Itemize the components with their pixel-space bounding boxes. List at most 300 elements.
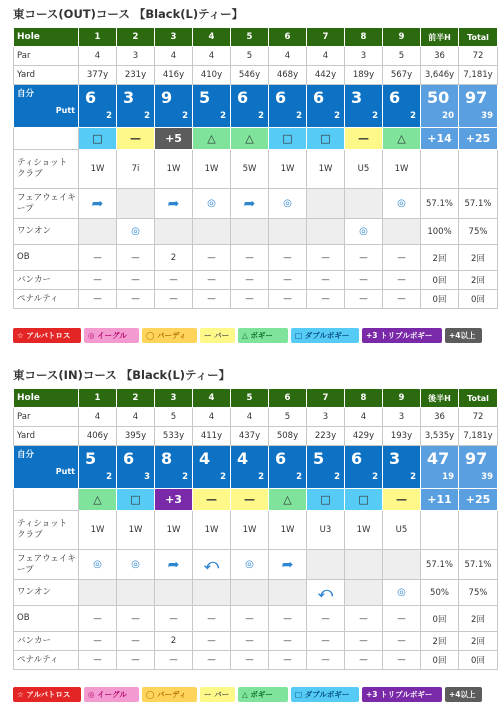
yard-row-cell: 377y: [79, 66, 117, 85]
hole-number: 1: [79, 389, 117, 408]
penalty-row-cell: —: [117, 651, 155, 670]
in-scorecard: [13, 388, 498, 670]
stroke-count: 6: [85, 88, 97, 107]
result-badge: +3: [155, 489, 193, 511]
target-icon: ◎: [207, 198, 216, 209]
tee-club-row: [14, 150, 498, 189]
curve-right-arrow-icon: ➦: [91, 195, 104, 212]
ob-row-cell: —: [307, 245, 345, 271]
putt-count: 2: [296, 472, 302, 482]
bunker-row-cell: —: [155, 271, 193, 290]
stroke-count: 8: [161, 449, 173, 468]
putt-count: 2: [372, 472, 378, 482]
ob-row-cell: 2: [155, 245, 193, 271]
stroke-count: 6: [275, 88, 287, 107]
self-text: 自分: [17, 450, 35, 460]
bunker-row-half: 0回: [421, 271, 459, 290]
penalty-row: [14, 651, 498, 670]
par-row-cell: 3: [383, 408, 421, 427]
ob-row-cell: —: [231, 245, 269, 271]
fairway-row-cell: [155, 189, 193, 219]
bunker-row-cell: 2: [155, 632, 193, 651]
yard-row-cell: 411y: [193, 427, 231, 446]
tee-club-row-cell: 1W: [79, 150, 117, 189]
tee-club-row-cell: U5: [383, 511, 421, 550]
putt-count: 2: [258, 472, 264, 482]
legend-par: ー バー: [200, 687, 235, 702]
putt-count: 39: [481, 111, 493, 121]
oneon-row-cell: [193, 219, 231, 245]
ob-row-cell: —: [117, 245, 155, 271]
tee-club-row-cell: 1W: [269, 511, 307, 550]
hole-number: 3: [155, 389, 193, 408]
score-cell: [345, 85, 383, 128]
putt-count: 20: [442, 111, 454, 121]
tee-club-row-label: ティショット クラブ: [14, 150, 79, 189]
penalty-row-cell: —: [155, 290, 193, 309]
target-icon: ◎: [397, 198, 406, 209]
stroke-count: 6: [389, 88, 401, 107]
bunker-row-cell: —: [383, 271, 421, 290]
fairway-row-cell: [193, 550, 231, 580]
yard-row-cell: 193y: [383, 427, 421, 446]
yard-row-cell: 508y: [269, 427, 307, 446]
par-row-cell: 3: [345, 47, 383, 66]
par-row-cell: 3: [307, 408, 345, 427]
tee-club-row-half: [421, 511, 459, 550]
score-cell: [383, 446, 421, 489]
oneon-row-cell: [231, 580, 269, 606]
hole-number: 5: [231, 28, 269, 47]
score-cell: [117, 446, 155, 489]
penalty-row-total: 0回: [459, 651, 498, 670]
result-badge: +5: [155, 128, 193, 150]
yard-row-cell: 533y: [155, 427, 193, 446]
result-label: [14, 128, 79, 150]
hole-number: 3: [155, 28, 193, 47]
oneon-row-label: ワンオン: [14, 219, 79, 245]
penalty-row-cell: —: [307, 651, 345, 670]
result-badge: □: [79, 128, 117, 150]
yard-row: [14, 427, 498, 446]
tee-club-row-cell: U3: [307, 511, 345, 550]
in-course-section: [13, 367, 497, 670]
legend-triple-bogey: +3 トリプルボギー: [362, 328, 442, 343]
oneon-row-half: 50%: [421, 580, 459, 606]
legend-albatross: ☆ アルバトロス: [13, 328, 81, 343]
stroke-count: 97: [465, 449, 488, 468]
bunker-row-cell: —: [307, 271, 345, 290]
oneon-row: [14, 580, 498, 606]
yard-row-total: 7,181y: [459, 427, 498, 446]
par-row-cell: 5: [155, 408, 193, 427]
half-header: 前半H: [421, 28, 459, 47]
hole-number: 1: [79, 28, 117, 47]
target-icon: ◎: [131, 559, 140, 570]
result-badge: □: [307, 489, 345, 511]
tee-club-row-cell: 1W: [79, 511, 117, 550]
penalty-row-label: ペナルティ: [14, 651, 79, 670]
out-course-section: [13, 6, 497, 309]
oneon-row: [14, 219, 498, 245]
putt-count: 2: [410, 472, 416, 482]
result-badge: —: [193, 489, 231, 511]
ob-row-cell: —: [269, 606, 307, 632]
curve-right-arrow-icon: ➦: [167, 195, 180, 212]
score-cell: [383, 85, 421, 128]
ob-row: [14, 606, 498, 632]
oneon-row-cell: [269, 219, 307, 245]
oneon-row-cell: [269, 580, 307, 606]
par-row-total: 72: [459, 47, 498, 66]
tee-club-row-cell: 1W: [193, 150, 231, 189]
result-badge: —: [117, 128, 155, 150]
oneon-row-cell: [345, 219, 383, 245]
ob-row-cell: —: [345, 606, 383, 632]
legend-plus-four: +4以上: [445, 328, 482, 343]
score-cell: [231, 446, 269, 489]
tee-club-row-total: [459, 511, 498, 550]
result-badge: △: [193, 128, 231, 150]
yard-row-cell: 395y: [117, 427, 155, 446]
score-cell: [307, 446, 345, 489]
self-text: 自分: [17, 89, 35, 99]
ob-row-total: 2回: [459, 606, 498, 632]
tee-club-row-cell: 5W: [231, 150, 269, 189]
fairway-row-label: フェアウェイキープ: [14, 189, 79, 219]
result-badge: —: [383, 489, 421, 511]
legend-birdie: ◯ バーディ: [142, 687, 197, 702]
putt-text: Putt: [55, 106, 75, 115]
ob-row-cell: —: [117, 606, 155, 632]
score-cell: [79, 85, 117, 128]
ob-row-half: 0回: [421, 606, 459, 632]
target-icon: ◎: [93, 559, 102, 570]
result-half: +14: [421, 128, 459, 150]
result-total: +25: [459, 489, 498, 511]
putt-count: 2: [334, 472, 340, 482]
par-row: [14, 408, 498, 427]
result-row: [14, 128, 498, 150]
stroke-count: 4: [199, 449, 211, 468]
ob-row-cell: —: [155, 606, 193, 632]
result-badge: □: [345, 489, 383, 511]
stroke-count: 3: [351, 88, 363, 107]
tee-club-row-cell: U5: [345, 150, 383, 189]
ob-row-cell: —: [345, 245, 383, 271]
penalty-row-cell: —: [117, 290, 155, 309]
bunker-row-half: 2回: [421, 632, 459, 651]
ob-row-cell: —: [79, 245, 117, 271]
curve-left-arrow-icon: ⤺: [318, 584, 333, 601]
fairway-row: [14, 189, 498, 219]
fairway-row-cell: [383, 189, 421, 219]
tee-club-row-cell: 1W: [231, 511, 269, 550]
yard-row-total: 7,181y: [459, 66, 498, 85]
par-row-total: 72: [459, 408, 498, 427]
oneon-row-cell: [231, 219, 269, 245]
ob-row-half: 2回: [421, 245, 459, 271]
legend-eagle: ◎ イーグル: [84, 687, 139, 702]
oneon-row-cell: [307, 580, 345, 606]
bunker-row-total: 2回: [459, 271, 498, 290]
bunker-row-label: バンカー: [14, 632, 79, 651]
bunker-row-cell: —: [307, 632, 345, 651]
stroke-count: 5: [85, 449, 97, 468]
score-cell: [79, 446, 117, 489]
score-half: [421, 85, 459, 128]
curve-right-arrow-icon: ➦: [281, 556, 294, 573]
score-half: [421, 446, 459, 489]
fairway-row-cell: [117, 189, 155, 219]
tee-club-row-cell: 1W: [307, 150, 345, 189]
fairway-row: [14, 550, 498, 580]
hole-number: 2: [117, 28, 155, 47]
fairway-row-cell: [79, 189, 117, 219]
stroke-count: 5: [199, 88, 211, 107]
ob-row-label: OB: [14, 606, 79, 632]
tee-club-row-total: [459, 150, 498, 189]
yard-row-cell: 546y: [231, 66, 269, 85]
putt-count: 2: [296, 111, 302, 121]
out-scorecard: [13, 27, 498, 309]
in-course-title: 東コース(IN)コース 【Black(L)ティー】: [13, 368, 231, 382]
oneon-row-cell: [307, 219, 345, 245]
score-row: [14, 446, 498, 489]
par-row-cell: 4: [269, 47, 307, 66]
oneon-row-cell: [155, 580, 193, 606]
header-row: [14, 28, 498, 47]
result-row: [14, 489, 498, 511]
stroke-count: 6: [275, 449, 287, 468]
stroke-count: 6: [313, 88, 325, 107]
fairway-row-total: 57.1%: [459, 189, 498, 219]
hole-number: 4: [193, 28, 231, 47]
ob-row-total: 2回: [459, 245, 498, 271]
result-badge: △: [383, 128, 421, 150]
putt-count: 2: [106, 472, 112, 482]
penalty-row-cell: —: [79, 651, 117, 670]
penalty-row-cell: —: [345, 651, 383, 670]
fairway-row-cell: [155, 550, 193, 580]
bunker-row-label: バンカー: [14, 271, 79, 290]
par-row-cell: 4: [307, 47, 345, 66]
score-total: [459, 446, 498, 489]
result-badge: △: [269, 489, 307, 511]
putt-text: Putt: [55, 467, 75, 476]
fairway-row-cell: [269, 550, 307, 580]
fairway-row-label: フェアウェイキープ: [14, 550, 79, 580]
hole-number: 7: [307, 389, 345, 408]
yard-row-cell: 416y: [155, 66, 193, 85]
fairway-row-half: 57.1%: [421, 550, 459, 580]
putt-count: 2: [258, 111, 264, 121]
stroke-count: 5: [313, 449, 325, 468]
putt-count: 2: [410, 111, 416, 121]
fairway-row-cell: [231, 189, 269, 219]
score-cell: [269, 446, 307, 489]
oneon-row-half: 100%: [421, 219, 459, 245]
fairway-row-cell: [345, 550, 383, 580]
penalty-row-cell: —: [79, 290, 117, 309]
fairway-row-half: 57.1%: [421, 189, 459, 219]
oneon-row-cell: [383, 219, 421, 245]
hole-number: 8: [345, 28, 383, 47]
ob-row-cell: —: [193, 245, 231, 271]
tee-club-row-cell: 1W: [155, 511, 193, 550]
par-row-cell: 4: [79, 47, 117, 66]
target-icon: ◎: [245, 559, 254, 570]
par-row-cell: 4: [193, 47, 231, 66]
result-badge: △: [79, 489, 117, 511]
bunker-row-cell: —: [193, 271, 231, 290]
penalty-row-cell: —: [231, 290, 269, 309]
yard-row-cell: 437y: [231, 427, 269, 446]
penalty-row-cell: —: [307, 290, 345, 309]
bunker-row-cell: —: [269, 632, 307, 651]
bunker-row-cell: —: [231, 632, 269, 651]
legend-albatross: ☆ アルバトロス: [13, 687, 81, 702]
result-total: +25: [459, 128, 498, 150]
par-row-cell: 5: [231, 47, 269, 66]
oneon-row-cell: [117, 580, 155, 606]
tee-club-row-cell: 1W: [345, 511, 383, 550]
legend-birdie: ◯ バーディ: [142, 328, 197, 343]
ob-row: [14, 245, 498, 271]
legend-double-bogey: □ ダブルボギー: [291, 687, 359, 702]
ob-row-cell: —: [383, 606, 421, 632]
ob-row-cell: —: [307, 606, 345, 632]
bunker-row-cell: —: [231, 271, 269, 290]
penalty-row-cell: —: [345, 290, 383, 309]
tee-club-row-cell: 1W: [193, 511, 231, 550]
yard-row-cell: 231y: [117, 66, 155, 85]
score-row: [14, 85, 498, 128]
bunker-row-cell: —: [193, 632, 231, 651]
tee-club-row-cell: 1W: [269, 150, 307, 189]
curve-left-arrow-icon: ⤺: [204, 556, 219, 573]
tee-club-row: [14, 511, 498, 550]
bunker-row-cell: —: [117, 632, 155, 651]
result-label: [14, 489, 79, 511]
fairway-row-cell: [231, 550, 269, 580]
stroke-count: 6: [351, 449, 363, 468]
score-cell: [193, 446, 231, 489]
target-icon: ◎: [359, 226, 368, 237]
out-legend: [13, 328, 482, 343]
yard-row-cell: 442y: [307, 66, 345, 85]
stroke-count: 4: [237, 449, 249, 468]
putt-count: 2: [144, 111, 150, 121]
penalty-row: [14, 290, 498, 309]
tee-club-row-cell: 1W: [117, 511, 155, 550]
yard-row-label: Yard: [14, 66, 79, 85]
yard-row-label: Yard: [14, 427, 79, 446]
oneon-row-cell: [79, 219, 117, 245]
fairway-row-total: 57.1%: [459, 550, 498, 580]
par-row-cell: 4: [193, 408, 231, 427]
oneon-row-total: 75%: [459, 580, 498, 606]
score-cell: [307, 85, 345, 128]
target-icon: ◎: [283, 198, 292, 209]
yard-row-half: 3,535y: [421, 427, 459, 446]
hole-number: 6: [269, 28, 307, 47]
par-row-label: Par: [14, 408, 79, 427]
bunker-row-cell: —: [345, 632, 383, 651]
score-cell: [231, 85, 269, 128]
stroke-count: 97: [465, 88, 488, 107]
hole-number: 8: [345, 389, 383, 408]
par-row-half: 36: [421, 47, 459, 66]
par-row-cell: 4: [117, 408, 155, 427]
ob-row-cell: —: [383, 245, 421, 271]
score-cell: [345, 446, 383, 489]
hole-header: Hole: [14, 389, 79, 408]
bunker-row: [14, 632, 498, 651]
target-icon: ◎: [397, 587, 406, 598]
putt-count: 3: [144, 472, 150, 482]
score-cell: [155, 85, 193, 128]
oneon-row-cell: [345, 580, 383, 606]
score-total: [459, 85, 498, 128]
fairway-row-cell: [307, 550, 345, 580]
legend-par: ー バー: [200, 328, 235, 343]
penalty-row-cell: —: [383, 290, 421, 309]
stroke-count: 50: [427, 88, 450, 107]
bunker-row-cell: —: [79, 632, 117, 651]
bunker-row-cell: —: [117, 271, 155, 290]
result-badge: □: [269, 128, 307, 150]
bunker-row-cell: —: [79, 271, 117, 290]
penalty-row-cell: —: [193, 651, 231, 670]
par-row-cell: 4: [345, 408, 383, 427]
penalty-row-label: ペナルティ: [14, 290, 79, 309]
fairway-row-cell: [79, 550, 117, 580]
result-badge: □: [307, 128, 345, 150]
putt-count: 2: [182, 472, 188, 482]
penalty-row-cell: —: [269, 290, 307, 309]
oneon-row-cell: [155, 219, 193, 245]
bunker-row-total: 2回: [459, 632, 498, 651]
yard-row: [14, 66, 498, 85]
yard-row-cell: 223y: [307, 427, 345, 446]
putt-count: 2: [220, 472, 226, 482]
header-row: [14, 389, 498, 408]
par-row: [14, 47, 498, 66]
oneon-row-label: ワンオン: [14, 580, 79, 606]
penalty-row-half: 0回: [421, 290, 459, 309]
hole-number: 9: [383, 389, 421, 408]
fairway-row-cell: [193, 189, 231, 219]
putt-count: 2: [182, 111, 188, 121]
oneon-row-cell: [383, 580, 421, 606]
hole-number: 7: [307, 28, 345, 47]
result-badge: △: [231, 128, 269, 150]
yard-row-cell: 429y: [345, 427, 383, 446]
yard-row-cell: 406y: [79, 427, 117, 446]
penalty-row-cell: —: [269, 651, 307, 670]
fairway-row-cell: [117, 550, 155, 580]
stroke-count: 3: [389, 449, 401, 468]
legend-plus-four: +4以上: [445, 687, 482, 702]
penalty-row-total: 0回: [459, 290, 498, 309]
fairway-row-cell: [269, 189, 307, 219]
oneon-row-cell: [193, 580, 231, 606]
penalty-row-cell: —: [155, 651, 193, 670]
self-label: [14, 446, 79, 489]
par-row-half: 36: [421, 408, 459, 427]
curve-right-arrow-icon: ➦: [167, 556, 180, 573]
